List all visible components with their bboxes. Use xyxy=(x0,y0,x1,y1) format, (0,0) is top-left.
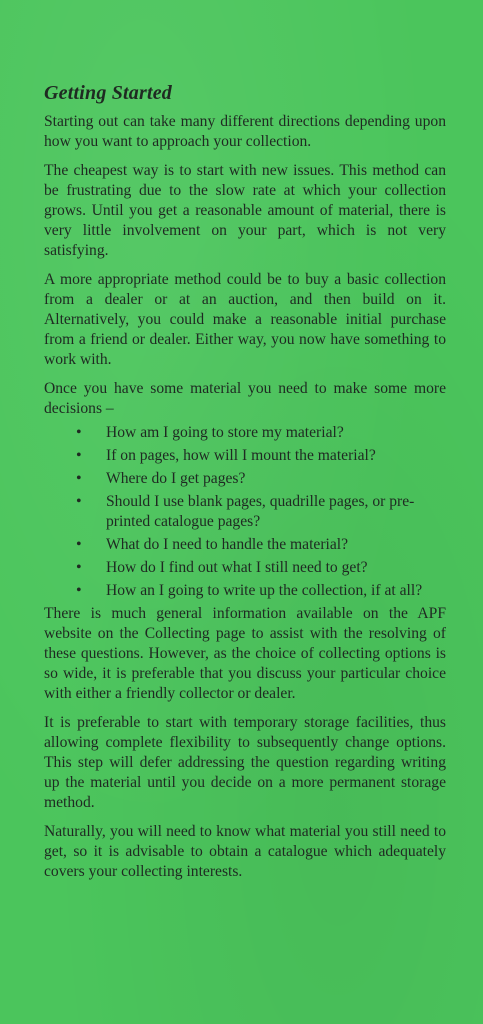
paragraph-decisions-intro: Once you have some material you need to make some more decisions – xyxy=(44,380,446,417)
list-item: • Where do I get pages? xyxy=(44,469,446,489)
page-title: Getting Started xyxy=(44,82,173,104)
list-item: • How an I going to write up the collection, if at all? xyxy=(44,581,446,601)
paragraph-intro: Starting out can take many different directions depending upon how you want to approach your collection. xyxy=(44,113,446,150)
list-item: • Should I use blank pages, quadrille pages, or pre-printed catalogue pages? xyxy=(44,492,446,532)
document-content xyxy=(44,80,446,891)
list-item: • How am I going to store my material? xyxy=(44,423,446,443)
paragraph-temporary-storage: It is preferable to start with temporary storage facilities, thus allowing complete flexibility to subsequently change options. This step will defer addressing the question regarding writing up the material until you decide on a more permanent storage method. xyxy=(44,714,446,811)
paragraph-apf-website: There is much general information available on the APF website on the Collecting page to assist with the resolving of these questions. However, as the choice of collecting options is so wide, it is preferable that you discuss your particular choice with either a friendly collector or dealer. xyxy=(44,605,446,702)
list-item: • How do I find out what I still need to get? xyxy=(44,558,446,578)
paragraph-catalogue: Naturally, you will need to know what material you still need to get, so it is advisable to obtain a catalogue which adequately covers your collecting interests. xyxy=(44,823,446,880)
decision-bullet-list xyxy=(44,423,446,601)
list-item: • What do I need to handle the material? xyxy=(44,535,446,555)
paragraph-basic-collection: A more appropriate method could be to buy a basic collection from a dealer or at an auction, and then build on it. Alternatively, you could make a reasonable initial purchase from a friend or dealer. Either way, you now have something to work with. xyxy=(44,271,446,368)
paragraph-new-issues: The cheapest way is to start with new issues. This method can be frustrating due to the slow rate at which your collection grows. Until you get a reasonable amount of material, there is very little involvement on your part, which is not very satisfying. xyxy=(44,162,446,259)
list-item: • If on pages, how will I mount the material? xyxy=(44,446,446,466)
